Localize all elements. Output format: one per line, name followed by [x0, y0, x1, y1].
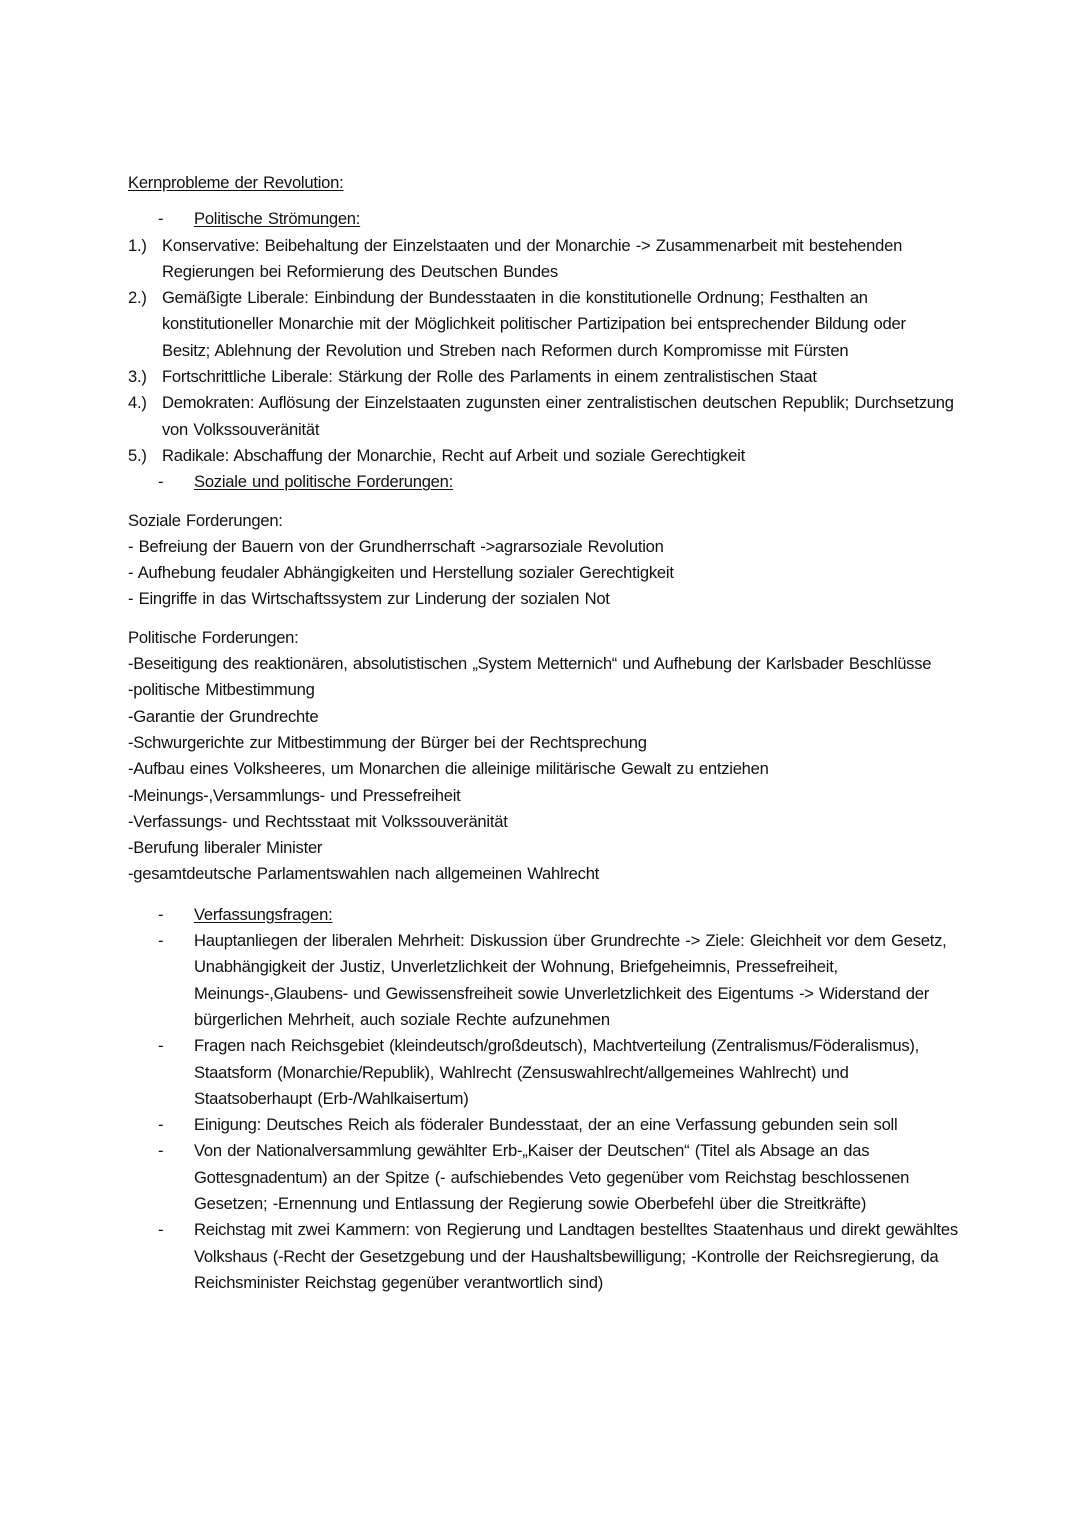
item-text: Radikale: Abschaffung der Monarchie, Recht auf Arbeit und soziale Gerechtigkeit — [162, 445, 745, 465]
heading-text: Verfassungsfragen: — [194, 904, 333, 924]
list-item: -politische Mitbestimmung — [128, 680, 315, 700]
bullet-dash: - — [158, 904, 164, 924]
list-item: -Garantie der Grundrechte — [128, 706, 319, 726]
item-number: 5.) — [128, 445, 147, 465]
item-number: 2.) — [128, 288, 147, 308]
document-page — [128, 170, 958, 1296]
list-item-demokraten — [128, 390, 958, 443]
list-item: - Eingriffe in das Wirtschaftssystem zur Linderung der sozialen Not — [128, 589, 610, 609]
item-text: Demokraten: Auflösung der Einzelstaaten zugunsten einer zentralistischen deutschen Republik; Durchsetzung von Volkssouveränität — [162, 393, 954, 439]
document-title: Kernprobleme der Revolution: — [128, 173, 344, 192]
list-item-fortschrittliche-liberale — [128, 364, 958, 390]
list-item: -Beseitigung des reaktionären, absolutistischen „System Metternich“ und Aufhebung der Karlsbader Beschlüsse — [128, 654, 932, 674]
item-text: Hauptanliegen der liberalen Mehrheit: Diskussion über Grundrechte -> Ziele: Gleichheit vor dem Gesetz, Unabhängigkeit der Justiz, Unverletzlichkeit der Wohnung, Briefgeheimnis, Pressefreiheit, Meinungs-,Glaubens- und Gewissensfreiheit sowie Unverletzlichkeit des Eigentums -> Widerstand der bürgerlichen Mehrheit, auch soziale Rechte aufzunehmen — [194, 931, 947, 1029]
section-heading-forderungen — [128, 469, 958, 495]
list-item-fragen — [128, 1033, 958, 1112]
bullet-dash: - — [158, 209, 164, 229]
section-heading-stroemungen — [128, 206, 958, 232]
bullet-dash: - — [158, 1141, 164, 1161]
list-item: -gesamtdeutsche Parlamentswahlen nach allgemeinen Wahlrecht — [128, 864, 600, 884]
list-item: -Verfassungs- und Rechtsstaat mit Volkssouveränität — [128, 811, 508, 831]
list-item-kaiser — [128, 1138, 958, 1217]
list-item-konservative — [128, 233, 958, 286]
bullet-dash: - — [158, 1220, 164, 1240]
item-text: Gemäßigte Liberale: Einbindung der Bundesstaaten in die konstitutionelle Ordnung; Festhalten an konstitutioneller Monarchie mit der Möglichkeit politischer Partizipation bei entsprechender Bildung oder Besitz; Ablehnung der Revolution und Streben nach Reformen durch Kompromisse mit Fürsten — [162, 288, 906, 360]
item-number: 1.) — [128, 235, 147, 255]
list-item: -Meinungs-,Versammlungs- und Pressefreiheit — [128, 785, 461, 805]
list-item: - Befreiung der Bauern von der Grundherrschaft ->agrarsoziale Revolution — [128, 536, 664, 556]
item-text: Fortschrittliche Liberale: Stärkung der Rolle des Parlaments in einem zentralistischen Staat — [162, 367, 817, 387]
politische-forderungen-label: Politische Forderungen: — [128, 627, 299, 647]
bullet-dash: - — [158, 931, 164, 951]
list-item: -Schwurgerichte zur Mitbestimmung der Bürger bei der Rechtsprechung — [128, 732, 647, 752]
heading-text: Politische Strömungen: — [194, 209, 361, 229]
list-item-reichstag — [128, 1217, 958, 1296]
section-heading-verfassung — [128, 902, 958, 928]
item-text: Von der Nationalversammlung gewählter Erb-„Kaiser der Deutschen“ (Titel als Absage an das Gottesgnadentum) an der Spitze (- aufschiebendes Veto gegenüber vom Reichstag beschlossenen Gesetzen; -Ernennung und Entlassung der Regierung sowie Oberbefehl über die Streitkräfte) — [194, 1141, 910, 1213]
bullet-dash: - — [158, 472, 164, 492]
item-text: Einigung: Deutsches Reich als föderaler Bundesstaat, der an eine Verfassung gebunden sein soll — [194, 1115, 898, 1135]
item-number: 4.) — [128, 393, 147, 413]
list-item: -Berufung liberaler Minister — [128, 838, 323, 858]
item-text: Reichstag mit zwei Kammern: von Regierung und Landtagen bestelltes Staatenhaus und direkt gewähltes Volkshaus (-Recht der Gesetzgebung und der Haushaltsbewilligung; -Kontrolle der Reichsregierung, da Reichsminister Reichstag gegenüber verantwortlich sind) — [194, 1220, 958, 1292]
list-item-gemaessigte-liberale — [128, 285, 958, 364]
item-text: Konservative: Beibehaltung der Einzelstaaten und der Monarchie -> Zusammenarbeit mit bestehenden Regierungen bei Reformierung des Deutschen Bundes — [162, 235, 903, 281]
list-item-radikale — [128, 443, 958, 469]
soziale-forderungen-label: Soziale Forderungen: — [128, 510, 283, 530]
list-item: - Aufhebung feudaler Abhängigkeiten und Herstellung sozialer Gerechtigkeit — [128, 563, 674, 583]
list-item-einigung — [128, 1112, 958, 1138]
bullet-dash: - — [158, 1036, 164, 1056]
heading-text: Soziale und politische Forderungen: — [194, 472, 453, 492]
item-number: 3.) — [128, 367, 147, 387]
item-text: Fragen nach Reichsgebiet (kleindeutsch/großdeutsch), Machtverteilung (Zentralismus/Föderalismus), Staatsform (Monarchie/Republik), Wahlrecht (Zensuswahlrecht/allgemeines Wahlrecht) und Staatsoberhaupt (Erb-/Wahlkaisertum) — [194, 1036, 920, 1108]
bullet-dash: - — [158, 1115, 164, 1135]
list-item: -Aufbau eines Volksheeres, um Monarchen die alleinige militärische Gewalt zu entziehen — [128, 759, 769, 779]
list-item-grundrechte — [128, 928, 958, 1033]
